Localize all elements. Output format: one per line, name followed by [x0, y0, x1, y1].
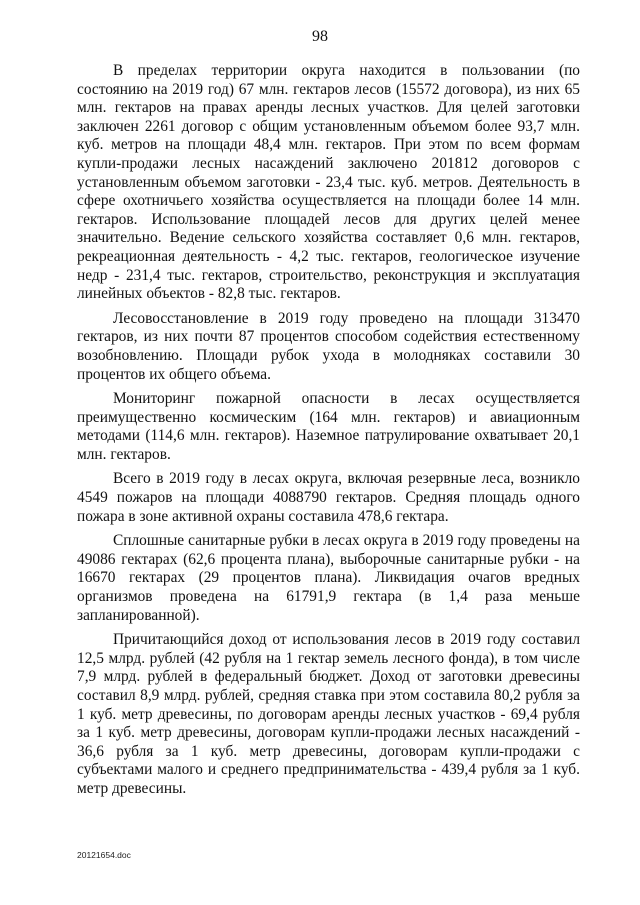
footer-filename: 20121654.doc [77, 850, 131, 860]
page-number: 98 [312, 28, 328, 45]
paragraph-sanitary-felling: Сплошные санитарные рубки в лесах округа в 2019 году проведены на 49086 гектарах (62,6 процента плана), выборочные санитарные рубки - на 16670 гектарах (29 процентов плана). Ликвидация очагов вредных организмов проведена на 61791,9 гектара (в 1,4 раза меньше запланированной). [77, 532, 580, 624]
paragraph-fire-monitoring: Мониторинг пожарной опасности в лесах осуществляется преимущественно космическим (164 млн. гектаров) и авиационным методами (114,6 млн. гектаров). Наземное патрулирование охватывает 20,1 млн. гектаров. [77, 390, 580, 463]
paragraph-fires-total: Всего в 2019 году в лесах округа, включая резервные леса, возникло 4549 пожаров на площади 4088790 гектаров. Средняя площадь одного пожара в зоне активной охраны составила 478,6 гектара. [77, 470, 580, 525]
document-body [77, 62, 580, 805]
paragraph-forest-income: Причитающийся доход от использования лесов в 2019 году составил 12,5 млрд. рублей (42 рубля на 1 гектар земель лесного фонда), в том числе 7,9 млрд. рублей в федеральный бюджет. Доход от заготовки древесины составил 8,9 млрд. рублей, средняя ставка при этом составила 80,2 рубля за 1 куб. метр древесины, по договорам аренды лесных участков - 69,4 рубля за 1 куб. метр древесины, договорам купли-продажи лесных насаждений - 36,6 рубля за 1 куб. метр древесины, договорам купли-продажи с субъектами малого и среднего предпринимательства - 439,4 рубля за 1 куб. метр древесины. [77, 631, 580, 797]
paragraph-forest-use: В пределах территории округа находится в пользовании (по состоянию на 2019 год) 67 млн. гектаров лесов (15572 договора), из них 65 млн. гектаров на правах аренды лесных участков. Для целей заготовки заключен 2261 договор с общим установленным объемом более 93,7 млн. куб. метров на площади 48,4 млн. гектаров. При этом по всем формам купли-продажи лесных насаждений заключено 201812 договоров с установленным объемом заготовки - 23,4 тыс. куб. метров. Деятельность в сфере охотничьего хозяйства осуществляется на площади более 14 млн. гектаров. Использование площадей лесов для других целей менее значительно. Ведение сельского хозяйства составляет 0,6 млн. гектаров, рекреационная деятельность - 4,2 тыс. гектаров, геологическое изучение недр - 231,4 тыс. гектаров, строительство, реконструкция и эксплуатация линейных объектов - 82,8 тыс. гектаров. [77, 62, 580, 303]
paragraph-reforestation: Лесовосстановление в 2019 году проведено на площади 313470 гектаров, из них почти 87 процентов способом содействия естественному возобновлению. Площади рубок ухода в молодняках составили 30 процентов их общего объема. [77, 309, 580, 383]
